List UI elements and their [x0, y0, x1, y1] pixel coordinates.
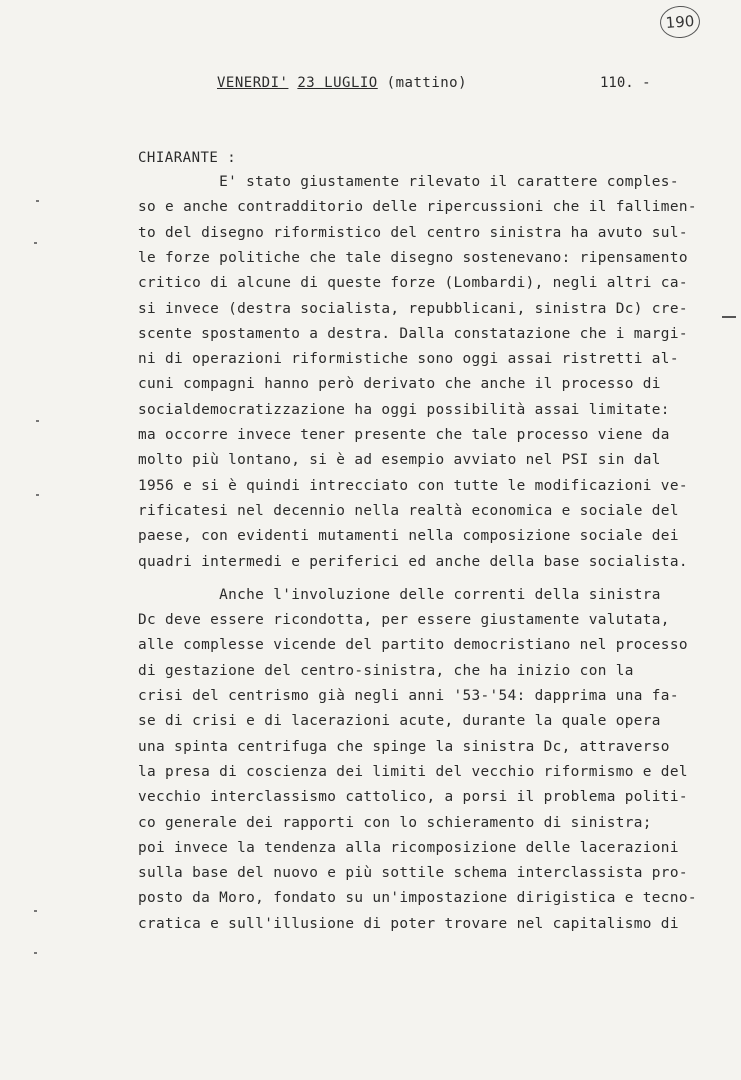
header-day: VENERDI' [217, 75, 289, 91]
text-line: la presa di coscienza dei limiti del vecchio riformismo e del [138, 763, 688, 780]
text-line: 1956 e si è quindi intrecciato con tutte le modificazioni ve- [138, 477, 688, 494]
margin-mark [34, 952, 37, 954]
header-session: (mattino) [386, 75, 468, 91]
text-line: vecchio interclassismo cattolico, a porsi il problema politi- [138, 789, 688, 806]
text-line: alle complesse vicende del partito democristiano nel processo [138, 637, 688, 654]
text-line: poi invece la tendenza alla ricomposizione delle lacerazioni [138, 839, 679, 856]
page-number: 110. - [600, 75, 651, 91]
text-line: socialdemocratizzazione ha oggi possibilità assai limitate: [138, 401, 670, 418]
text-line: ma occorre invece tener presente che tale processo viene da [138, 427, 670, 443]
text-line: co generale dei rapporti con lo schieramento di sinistra; [138, 814, 652, 831]
page-stamp: 190 [659, 5, 701, 40]
margin-mark [34, 242, 37, 244]
text-line: molto più lontano, si è ad esempio avviato nel PSI sin dal [138, 452, 661, 469]
text-line: Dc deve essere ricondotta, per essere giustamente valutata, [138, 612, 670, 629]
text-line: cuni compagni hanno però derivato che anche il processo di [138, 376, 661, 393]
text-line: ni di operazioni riformistiche sono oggi assai ristretti al- [138, 351, 679, 368]
text-line: crisi del centrismo già negli anni '53-'54: dapprima una fa- [138, 688, 679, 704]
margin-dash [722, 316, 736, 318]
text-line: cratica e sull'illusione di poter trovare nel capitalismo di [138, 915, 679, 932]
text-line: Anche l'involuzione delle correnti della sinistra [138, 586, 661, 603]
text-line: so e anche contradditorio delle ripercussioni che il fallimen- [138, 199, 697, 216]
text-line: paese, con evidenti mutamenti nella composizione sociale dei [138, 528, 679, 545]
header-date: 23 LUGLIO [297, 75, 378, 91]
margin-mark [36, 494, 39, 496]
text-line: se di crisi e di lacerazioni acute, durante la quale opera [138, 713, 661, 730]
text-line: rificatesi nel decennio nella realtà economica e sociale del [138, 502, 679, 519]
text-line: to del disegno riformistico del centro sinistra ha avuto sul- [138, 224, 688, 241]
margin-mark [36, 200, 39, 202]
session-header [217, 75, 467, 91]
text-line: si invece (destra socialista, repubblicani, sinistra Dc) cre- [138, 300, 688, 317]
text-line: le forze politiche che tale disegno sostenevano: ripensamento [138, 249, 688, 266]
text-line: critico di alcune di queste forze (Lombardi), negli altri ca- [138, 275, 688, 292]
text-line: posto da Moro, fondato su un'impostazione dirigistica e tecno- [138, 890, 697, 907]
text-line: di gestazione del centro-sinistra, che ha inizio con la [138, 662, 634, 679]
speaker-name: CHIARANTE : [138, 150, 237, 166]
margin-mark [34, 910, 37, 912]
text-line: sulla base del nuovo e più sottile schema interclassista pro- [138, 865, 688, 882]
margin-mark [36, 420, 39, 422]
text-line: una spinta centrifuga che spinge la sinistra Dc, attraverso [138, 738, 670, 755]
text-line: scente spostamento a destra. Dalla constatazione che i margi- [138, 325, 688, 342]
text-line: E' stato giustamente rilevato il carattere comples- [138, 174, 679, 190]
text-line: quadri intermedi e periferici ed anche della base socialista. [138, 553, 688, 570]
